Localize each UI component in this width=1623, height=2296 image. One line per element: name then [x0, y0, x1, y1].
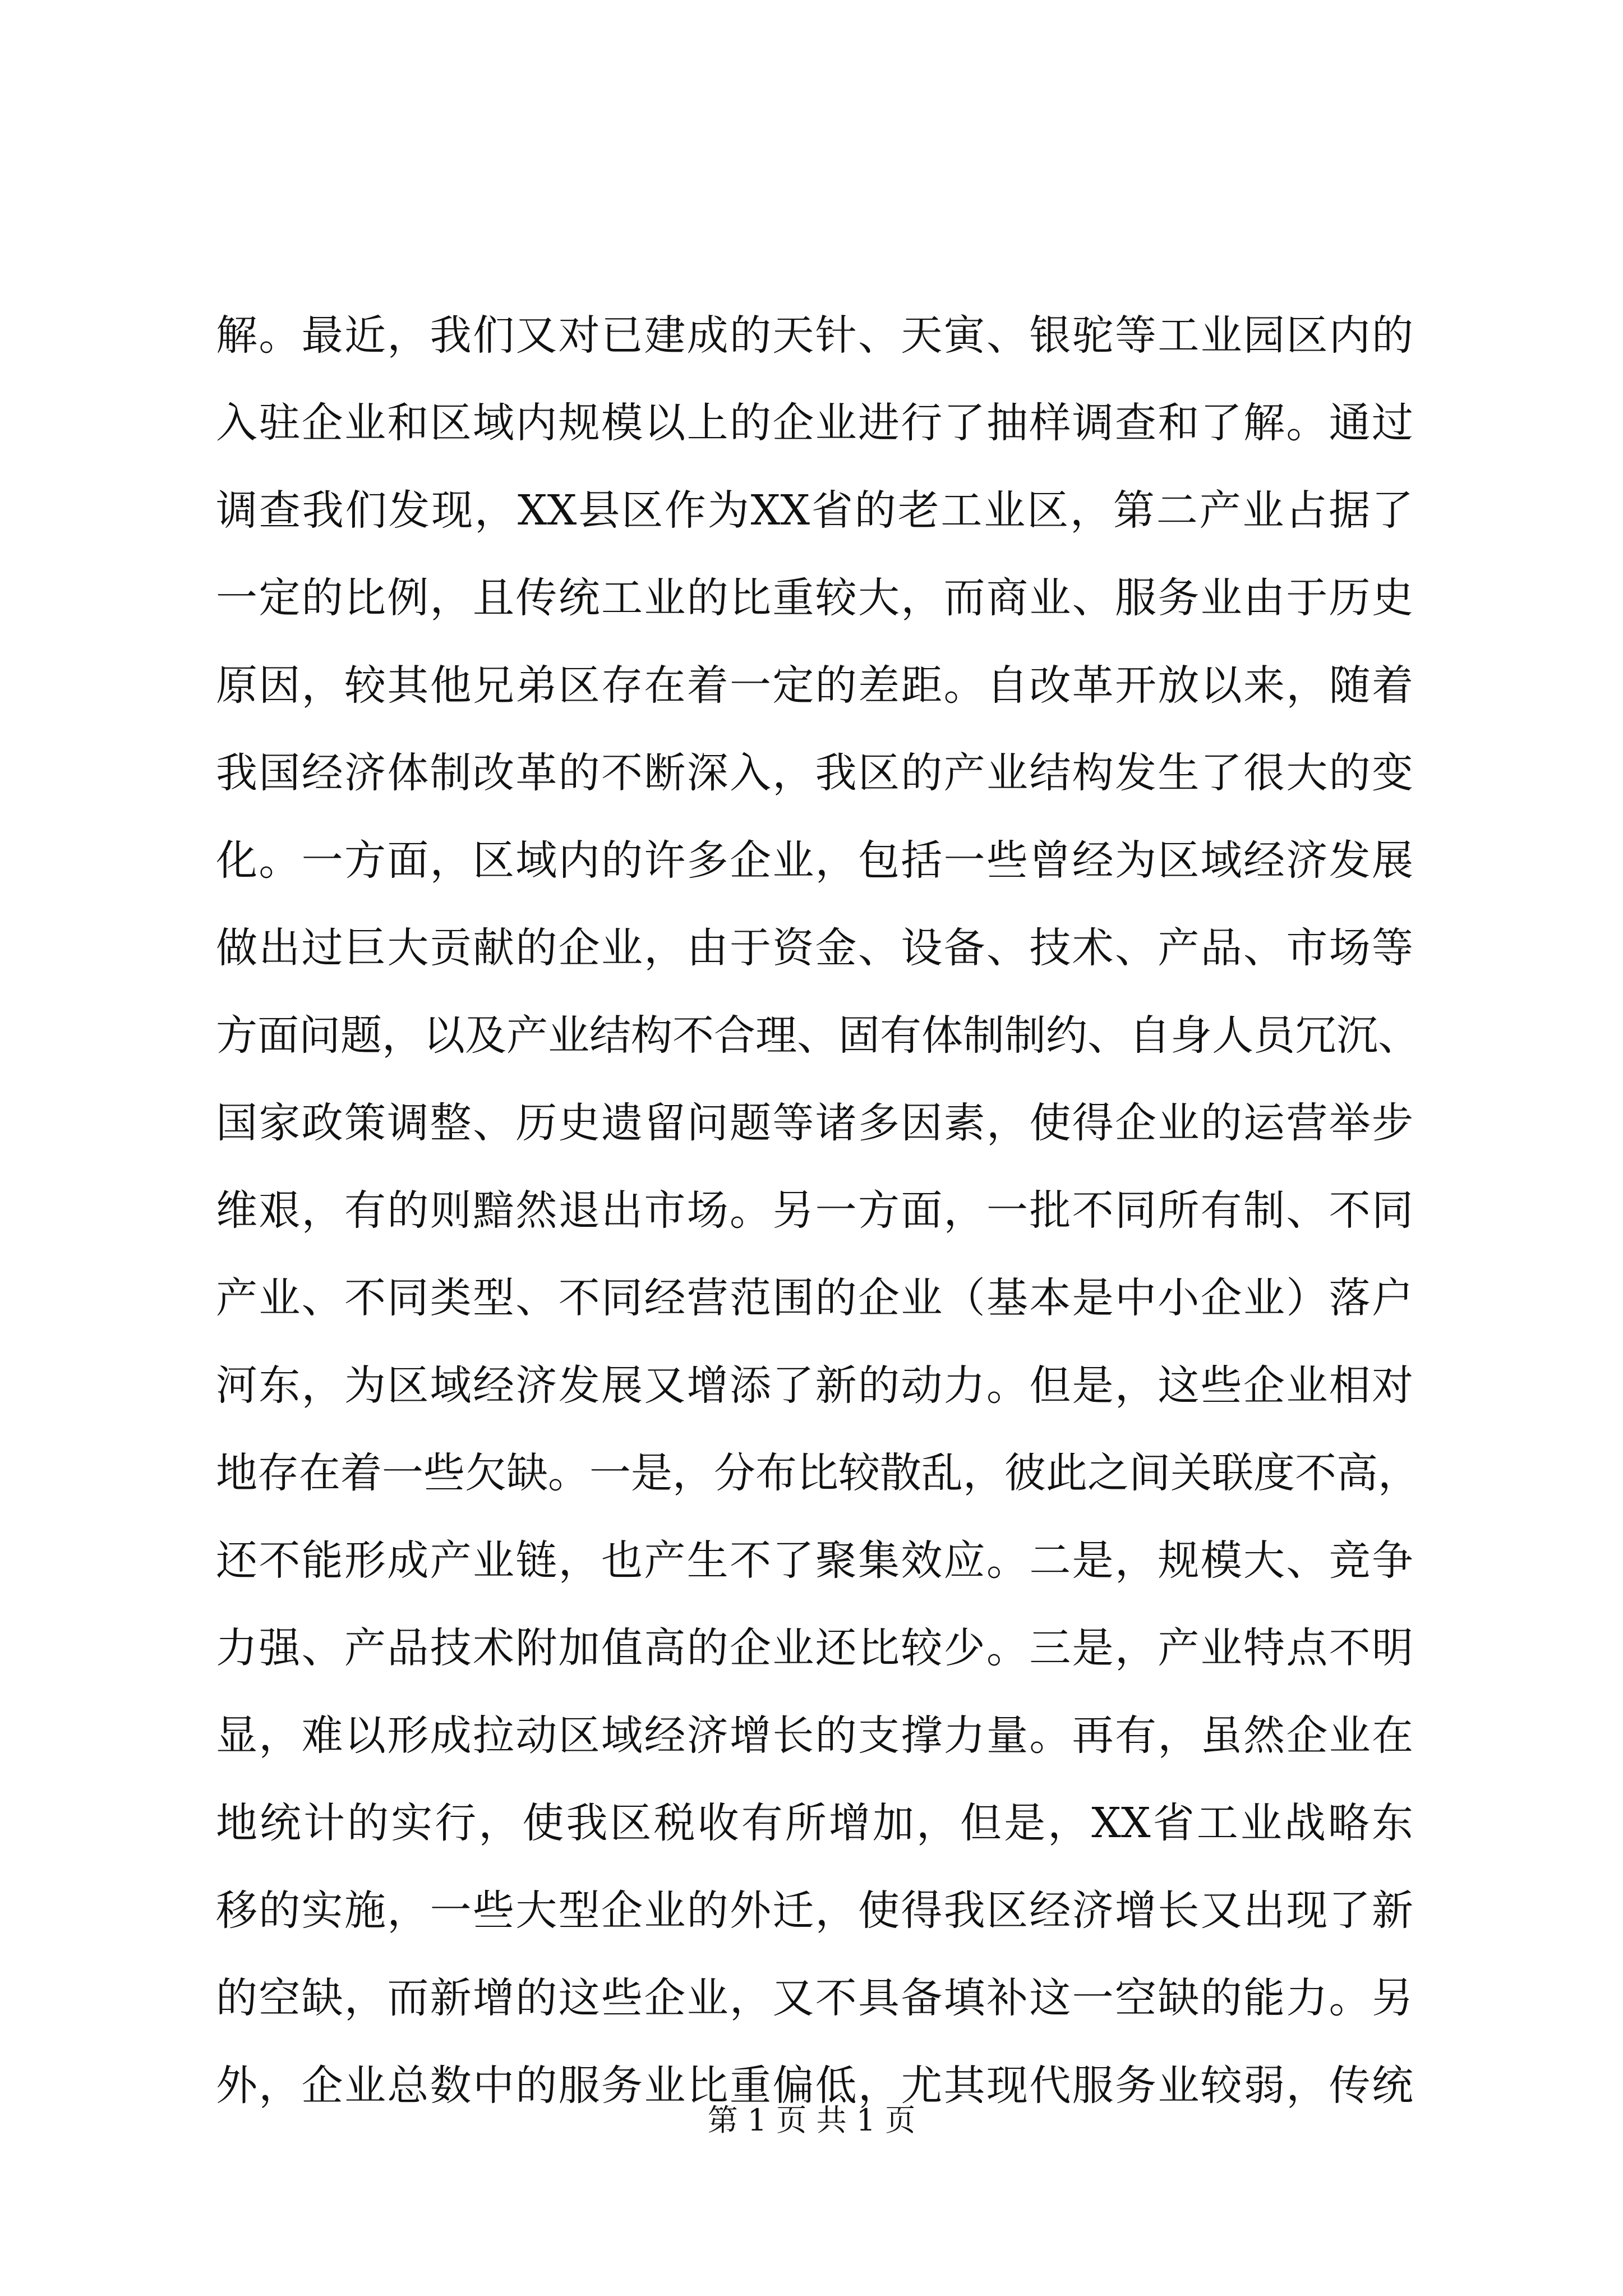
text-line-1: 解。最近，我们又对已建成的天针、天寅、银驼等工业园区内的: [216, 311, 1413, 360]
text-line-7: 化。一方面，区域内的许多企业，包括一些曾经为区域经济发展: [216, 836, 1413, 885]
body-text: [216, 292, 1419, 2129]
page-footer: 第 1 页 共 1 页: [707, 2102, 916, 2138]
text-line-4: 一定的比例，且传统工业的比重较大，而商业、服务业由于历史: [216, 574, 1413, 622]
text-line-2: 入驻企业和区域内规模以上的企业进行了抽样调查和了解。通过: [216, 399, 1413, 447]
text-line-10: 国家政策调整、历史遗留问题等诸多因素，使得企业的运营举步: [216, 1099, 1413, 1147]
text-line-16: 力强、产品技术附加值高的企业还比较少。三是，产业特点不明: [216, 1624, 1413, 1672]
text-line-13: 河东，为区域经济发展又增添了新的动力。但是，这些企业相对: [216, 1361, 1413, 1410]
text-line-5: 原因，较其他兄弟区存在着一定的差距。自改革开放以来，随着: [216, 661, 1413, 710]
text-line-14: 地存在着一些欠缺。一是，分布比较散乱，彼此之间关联度不高，: [216, 1449, 1419, 1497]
text-line-20: 的空缺，而新增的这些企业，又不具备填补这一空缺的能力。另: [216, 1974, 1413, 2022]
text-line-9: 方面问题，以及产业结构不合理、固有体制制约、自身人员冗沉、: [216, 1011, 1419, 1060]
text-line-12: 产业、不同类型、不同经营范围的企业（基本是中小企业）落户: [216, 1274, 1413, 1322]
text-line-6: 我国经济体制改革的不断深入，我区的产业结构发生了很大的变: [216, 749, 1413, 797]
text-line-8: 做出过巨大贡献的企业，由于资金、设备、技术、产品、市场等: [216, 924, 1413, 972]
text-line-3: 调查我们发现，XX县区作为XX省的老工业区，第二产业占据了: [216, 486, 1413, 535]
text-line-11: 维艰，有的则黯然退出市场。另一方面，一批不同所有制、不同: [216, 1186, 1413, 1235]
text-line-15: 还不能形成产业链，也产生不了聚集效应。二是，规模大、竞争: [216, 1536, 1413, 1585]
text-line-19: 移的实施，一些大型企业的外迁，使得我区经济增长又出现了新: [216, 1887, 1413, 1935]
text-line-17: 显，难以形成拉动区域经济增长的支撑力量。再有，虽然企业在: [216, 1711, 1413, 1760]
text-line-21: 外，企业总数中的服务业比重偏低，尤其现代服务业较弱，传统: [216, 2062, 1413, 2110]
text-line-18: 地统计的实行，使我区税收有所增加，但是，XX省工业战略东: [216, 1799, 1413, 1847]
